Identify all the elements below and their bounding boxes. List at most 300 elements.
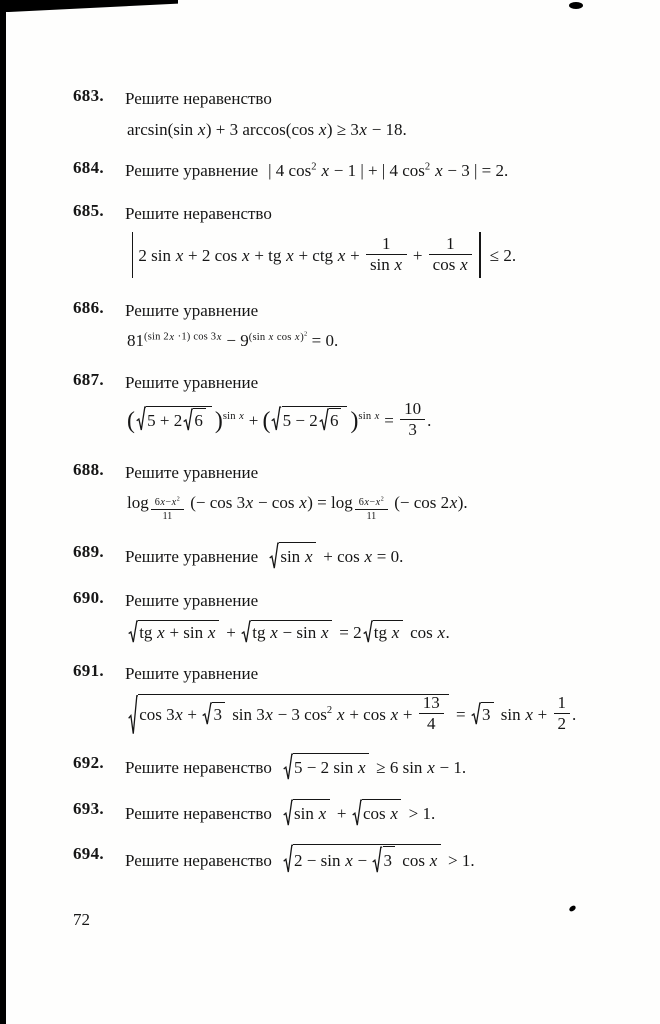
problem-text-line [125,158,610,184]
numerator [554,694,571,713]
math-variable: x [294,331,300,343]
problem [73,844,610,874]
problem-label: Решите уравнение [125,462,259,482]
math-variable: x [286,245,294,265]
problem-formula [268,161,508,180]
problem [73,460,610,524]
denominator [419,713,444,733]
problem [73,588,610,644]
square-root [202,702,225,725]
denominator [366,254,407,274]
math-text: + [398,704,417,724]
math-text: 10 [404,399,422,418]
math-text: . [427,410,432,430]
math-variable: x [337,245,346,265]
absolute-value-bar [132,232,133,278]
math-variable: x [265,704,273,724]
math-text: − 1. [435,758,467,778]
square-root [283,844,441,874]
fraction [355,497,388,522]
math-text: + [332,803,351,823]
math-text: 2 [303,330,308,338]
scan-mark-bottom-right [568,905,576,912]
subscript [353,495,390,522]
problem-text-line [125,661,610,687]
problem-text-line [125,844,610,874]
radicand [251,620,332,643]
math-text: 13 [422,692,440,712]
problem-formula [127,330,610,351]
math-text: + cos [345,704,391,724]
radicand [293,799,330,827]
math-text: 4 [426,714,436,734]
math-text: tg [139,623,157,642]
math-text: 1 [446,233,455,253]
square-root [128,620,219,643]
math-text: + [244,410,263,430]
radical-sign [363,620,373,643]
math-variable: x [169,331,175,343]
problem-number: 687. [73,369,104,389]
problem-number: 694. [73,844,104,864]
radicand [282,406,348,431]
math-text: 3 [213,704,222,724]
math-text: 3 [408,420,417,440]
problem-body [125,370,610,442]
problem-body [125,588,610,644]
math-text: ≥ 6 sin [372,758,427,778]
math-text: − 18. [367,119,407,139]
problem-number: 691. [73,661,104,681]
square-root [241,620,332,643]
math-text: + tg [250,245,286,265]
math-text: cos [274,331,295,343]
radicand [138,694,449,736]
math-variable: x [304,547,313,566]
problem-formula [127,119,610,140]
math-variable: x [207,623,216,642]
numerator [151,497,184,509]
radical-sign [283,844,293,874]
problem [73,542,610,570]
math-text: 3 [383,851,393,871]
problem-formula [127,399,610,442]
math-text: (− cos 2 [390,493,450,513]
math-variable: x [268,331,274,343]
square-root [363,620,403,643]
fraction [429,235,472,275]
fraction [419,694,444,734]
radical-sign [271,406,281,431]
math-variable: x [449,493,458,513]
radical-sign [283,799,293,827]
math-text: ≤ 2. [485,245,517,265]
big-paren: ( [262,408,271,435]
math-text: = [380,410,399,430]
denominator [355,509,388,522]
problem [73,86,610,140]
math-variable: x [460,255,468,275]
math-variable: x [318,119,327,139]
math-text: − 9 [222,331,249,351]
math-text: sin [280,547,305,566]
problem-text-line [125,753,610,781]
math-variable: x [318,803,327,823]
problem-number: 693. [73,798,104,818]
math-text: 1 [557,692,566,712]
math-text [430,161,434,180]
square-root [372,846,395,874]
math-text: + 2 cos [183,245,242,265]
math-text: + ctg [294,245,338,265]
math-text: + cos [318,547,364,566]
math-text: 11 [162,510,173,522]
radical-sign [471,702,481,725]
math-text: − 1 | + | 4 cos [329,160,425,180]
problem [73,370,610,442]
math-text: > 1. [404,803,436,823]
math-text: − 3 | = 2. [443,160,509,180]
math-variable: x [437,623,446,642]
math-variable: x [216,331,222,343]
problem-body [125,661,610,735]
square-root [283,753,369,781]
math-text: cos [398,851,430,871]
math-text: (sin [248,331,269,343]
math-variable: x [394,255,403,275]
superscript [381,496,384,503]
problem-formula [268,547,403,566]
math-variable: x [197,119,206,139]
math-text: cos [432,255,460,275]
problem-number: 684. [73,157,104,177]
problem-body [125,753,610,781]
superscript [144,332,222,343]
denominator [429,254,472,274]
square-root [271,406,347,431]
math-text: 2 [557,714,566,734]
math-text: + [408,245,427,265]
radical-sign [202,702,212,725]
big-paren: ( [127,408,135,435]
radicand [481,702,494,725]
problem-label: Решите уравнение [125,547,259,566]
radical-sign [128,620,138,643]
problem-text-line [125,86,610,112]
superscript [177,496,180,503]
big-paren: ) [350,408,359,435]
math-variable: x [345,851,353,871]
problem-label: Решите уравнение [125,160,259,180]
math-variable: x [390,704,399,724]
superscript [223,411,245,422]
problem-number: 692. [73,753,104,773]
subscript [149,495,186,522]
math-text: 5 − 2 [282,410,318,430]
math-text: sin [294,803,319,823]
problem-list [73,86,610,892]
fraction [400,400,425,440]
problem-label: Решите уравнение [125,372,259,392]
math-text: − [165,496,172,508]
math-text: 2 sin [138,245,176,265]
problem-text-line [125,588,610,614]
math-variable: x [245,493,254,513]
scan-edge-top [0,0,178,12]
problem-text-line [125,201,610,227]
math-text: = 2 [335,623,362,642]
math-variable: x [357,758,366,778]
problem-body [125,542,610,570]
radicand [383,846,396,874]
radical-sign [183,408,193,431]
math-variable: x [321,160,329,180]
math-text: − 3 cos [273,704,327,724]
problem-label: Решите уравнение [125,590,259,610]
superscript [358,411,380,422]
math-variable: x [299,493,307,513]
math-text: + [345,245,364,265]
math-text: 3 [482,704,491,724]
radicand [373,620,403,643]
math-variable: x [157,623,165,642]
math-text: = [451,704,470,724]
math-variable: x [375,496,381,508]
radical-sign [136,406,146,431]
math-variable: x [175,704,183,724]
radical-sign [128,694,138,736]
math-text: 6 [329,410,339,430]
math-variable: x [270,623,278,642]
problem-number: 690. [73,587,104,607]
problem-label: Решите неравенство [125,851,272,871]
big-paren: ) [214,408,223,435]
problem [73,799,610,827]
radicand [362,799,401,827]
math-text: sin 3 [227,704,265,724]
radical-sign [269,542,279,570]
math-text: sin [369,255,395,275]
math-variable: x [171,496,177,508]
math-variable: x [427,758,435,778]
problem-body [125,799,610,827]
radicand [279,542,316,570]
math-text [332,705,336,724]
radical-sign [283,753,293,781]
problem-number: 689. [73,542,104,561]
denominator [554,713,571,733]
problem-formula [282,851,475,870]
math-text: 2 [326,704,333,716]
scan-blob-top-right [569,2,583,9]
numerator [355,497,388,509]
numerator [400,400,425,419]
problem-label: Решите неравенство [125,803,272,823]
problem-body [125,86,610,140]
problem-formula [127,492,610,524]
math-variable: x [359,119,367,139]
math-text: 2 [424,161,431,173]
math-text: − [369,496,376,508]
radical-sign [319,408,329,431]
math-variable: x [320,623,329,642]
problem-body [125,844,610,874]
math-text: − sin [278,623,321,642]
problem-number: 686. [73,297,104,317]
math-text: . [572,704,577,724]
math-text: + [183,704,202,724]
problem [73,661,610,735]
math-text: sin [222,411,239,423]
math-text: sin [496,704,525,724]
problem-text-line [125,542,610,570]
math-text: ·1) cos 3 [174,331,217,343]
math-variable: x [337,704,345,724]
problem-formula [127,620,610,643]
math-text: 6 [194,410,203,430]
page-number: 72 [73,910,90,929]
math-variable: x [160,496,165,508]
problem-formula [282,758,466,777]
math-text: 6 [154,496,160,508]
square-root [136,406,212,431]
problem-formula [127,694,610,736]
fraction [554,694,571,734]
problem-body [125,298,610,352]
math-text: 2 [311,161,317,173]
math-variable: x [391,623,400,642]
math-variable: x [374,411,380,423]
problem-body [125,460,610,524]
math-text: 11 [366,510,377,522]
denominator [151,509,184,522]
problem-body [125,158,610,184]
math-text: | 4 cos [268,160,312,180]
scan-edge-left [0,0,6,1024]
math-text: cos [362,803,390,823]
math-variable: x [175,245,184,265]
square-root [183,408,206,431]
radical-sign [352,799,362,827]
math-text: ) ≥ 3 [326,119,359,139]
radicand [146,406,212,431]
math-text: + [221,623,241,642]
math-variable: x [242,245,250,265]
math-text: 2 [176,495,180,503]
math-text: cos 3 [139,704,175,724]
problem-number: 685. [73,201,104,221]
math-text: 5 + 2 [147,410,183,430]
math-text: + [533,704,552,724]
absolute-value-bar [479,232,480,278]
math-variable: x [435,160,443,180]
radicand [329,408,342,431]
radicand [293,753,369,781]
problem-formula [282,804,435,823]
math-text: sin [358,411,375,423]
square-root [471,702,494,725]
fraction [151,497,184,522]
math-text: 2 − sin [294,851,345,871]
math-text: (− cos 3 [186,493,246,513]
radical-sign [372,846,382,874]
math-variable: x [390,803,398,823]
square-root [319,408,342,431]
problem-text-line [125,298,610,324]
math-text: tg [373,623,392,642]
math-text: 6 [358,496,364,508]
math-text: ) + 3 arccos(cos [205,119,319,139]
radicand [193,408,206,431]
problem-label: Решите неравенство [125,204,272,224]
math-text: log [127,493,149,513]
square-root [352,799,402,827]
radicand [138,620,219,643]
math-text: ) [300,331,304,343]
math-text: − cos [253,493,299,513]
math-text: cos [405,623,437,642]
fraction [366,235,407,275]
math-variable: x [525,704,533,724]
problem [73,158,610,184]
math-text: − [353,851,372,871]
problem [73,298,610,352]
math-text: tg [252,623,270,642]
superscript [311,161,316,172]
math-text: 1 [382,233,391,253]
math-text: = 0. [372,547,404,566]
problem-label: Решите неравенство [125,89,272,108]
math-variable: x [364,547,373,566]
math-text: + sin [165,623,208,642]
problem-label: Решите уравнение [125,300,259,320]
superscript [249,332,308,343]
radicand [293,844,441,874]
math-text: arcsin(sin [127,119,198,139]
math-text: ) = log [307,493,353,513]
numerator [429,235,472,254]
problem-label: Решите неравенство [125,758,272,778]
problem [73,753,610,781]
problem-text-line [125,370,610,396]
math-variable: x [364,496,369,508]
problem-label: Решите уравнение [125,664,259,684]
square-root [269,542,316,570]
math-variable: x [429,851,438,871]
problem-text-line [125,799,610,827]
radical-sign [241,620,251,643]
math-text: . [445,623,450,642]
problem-formula [127,234,610,280]
math-text: = 0. [307,331,339,351]
problem-number: 688. [73,459,104,479]
radicand [212,702,225,725]
problem [73,201,610,280]
denominator [400,419,425,439]
math-text: 81 [127,331,144,351]
square-root [128,694,449,736]
problem-number: 683. [73,86,104,105]
problem-body [125,201,610,280]
math-text: ). [457,493,468,513]
math-text: 2 [380,495,385,503]
math-variable: x [239,411,244,423]
math-text: 5 − 2 sin [294,758,358,778]
square-root [283,799,330,827]
problem-text-line [125,460,610,486]
math-text: > 1. [443,851,475,871]
numerator [419,694,444,713]
